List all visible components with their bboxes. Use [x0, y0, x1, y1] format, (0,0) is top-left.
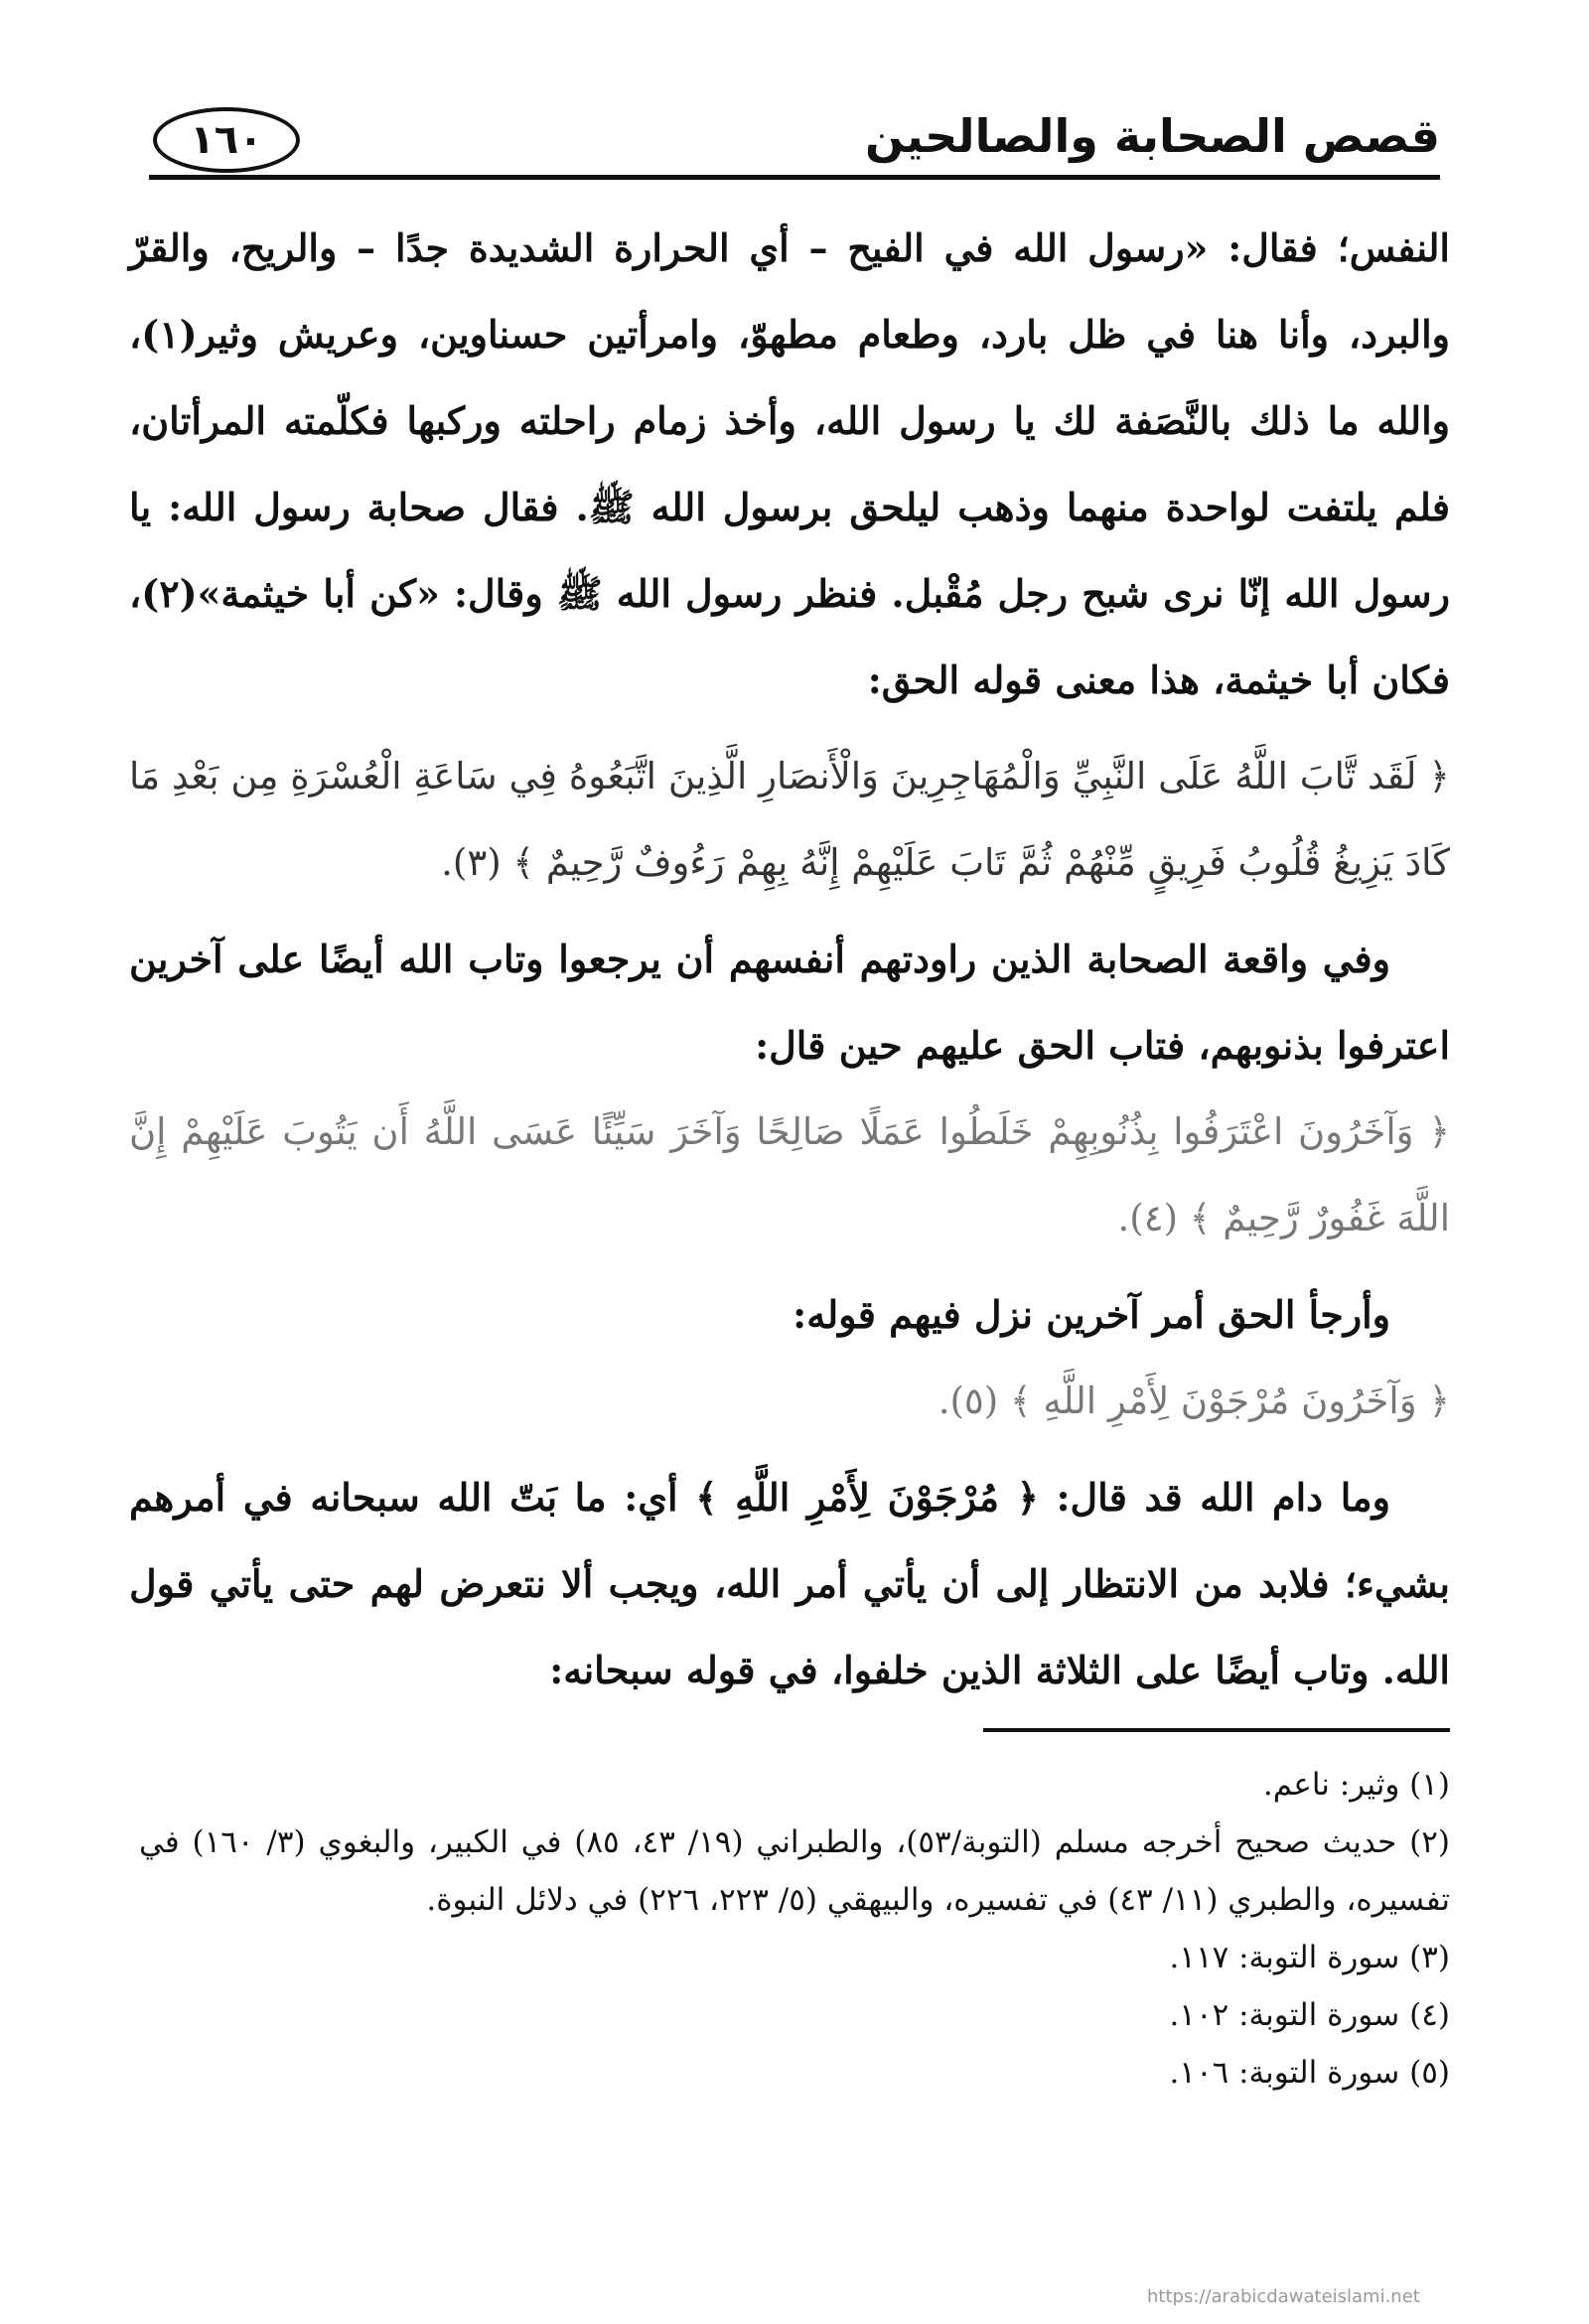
quran-verse-3: ﴿ وَآخَرُونَ مُرْجَوْنَ لِأَمْرِ اللَّهِ ﴾ (٥).: [938, 1380, 1450, 1422]
paragraph-1: النفس؛ فقال: «رسول الله في الفيح – أي الحرارة الشديدة جدًا – والريح، والقرّ والبرد، وأنا هنا في ظل بارد، وطعام مطهوّ، وامرأتين حسناوين، وعريش وثير(١)، والله ما ذلك بالنَّصَفة لك يا رسول الله، وأخذ زمام راحلته وركبها فكلّمته المرأتان، فلم يلتفت لواحدة منهما وذهب ليلحق برسول الله ﷺ. فقال صحابة رسول الله: يا رسول الله إنّا نرى شبح رجل مُقْبل. فنظر رسول الله ﷺ وقال: «كن أبا خيثمة»(٢)، فكان أبا خيثمة، هذا معنى قوله الحق:: [129, 225, 1450, 702]
main-text: [129, 205, 1450, 1713]
footnote-2: (٢) حديث صحيح أخرجه مسلم (التوبة/٥٣)، والطبراني (١٩/ ٤٣، ٨٥) في الكبير، والبغوي (٣/ ١٦٠) في تفسيره، والطبري (١١/ ٤٣) في تفسيره، والبيهقي (٥/ ٢٢٣، ٢٢٦) في دلائل النبوة.: [139, 1824, 1450, 1918]
page-header: [149, 103, 1440, 183]
book-title: قصص الصحابة والصالحين: [864, 109, 1440, 163]
footnotes: [139, 1756, 1450, 2102]
watermark-url: https://arabicdawateislami.net: [1147, 2286, 1420, 2307]
footnote-3: (٣) سورة التوبة: ١١٧.: [1169, 1940, 1450, 1975]
footnote-5: (٥) سورة التوبة: ١٠٦.: [1169, 2055, 1450, 2091]
header-divider: [149, 175, 1440, 180]
page-number: ١٦٠: [153, 107, 300, 173]
footnote-1: (١) وثير: ناعم.: [1262, 1767, 1450, 1803]
footnote-divider: [983, 1728, 1450, 1732]
paragraph-2: وفي واقعة الصحابة الذين راودتهم أنفسهم أن يرجعوا وتاب الله أيضًا على آخرين اعترفوا بذنوبهم، فتاب الحق عليهم حين قال:: [129, 937, 1450, 1068]
quran-verse-2: ﴿ وَآخَرُونَ اعْتَرَفُوا بِذُنُوبِهِمْ خَلَطُوا عَمَلًا صَالِحًا وَآخَرَ سَيِّئًا عَسَى اللَّهُ أَن يَتُوبَ عَلَيْهِمْ إِنَّ اللَّهَ غَفُورٌ رَّحِيمٌ ﴾ (٤).: [129, 1110, 1450, 1239]
paragraph-4: وما دام الله قد قال: ﴿ مُرْجَوْنَ لِأَمْرِ اللَّهِ ﴾ أي: ما بَتّ الله سبحانه في أمرهم بشيء؛ فلابد من الانتظار إلى أن يأتي أمر الله، ويجب ألا نتعرض لهم حتى يأتي قول الله. وتاب أيضًا على الثلاثة الذين خلفوا، في قوله سبحانه:: [129, 1475, 1450, 1692]
quran-verse-1: ﴿ لَقَد تَّابَ اللَّهُ عَلَى النَّبِيِّ وَالْمُهَاجِرِينَ وَالْأَنصَارِ الَّذِينَ اتَّبَعُوهُ فِي سَاعَةِ الْعُسْرَةِ مِن بَعْدِ مَا كَادَ يَزِيغُ قُلُوبُ فَرِيقٍ مِّنْهُمْ ثُمَّ تَابَ عَلَيْهِمْ إِنَّهُ بِهِمْ رَءُوفٌ رَّحِيمٌ ﴾ (٣).: [129, 755, 1450, 884]
footnote-4: (٤) سورة التوبة: ١٠٢.: [1169, 1997, 1450, 2033]
paragraph-3: وأرجأ الحق أمر آخرين نزل فيهم قوله:: [793, 1292, 1390, 1337]
